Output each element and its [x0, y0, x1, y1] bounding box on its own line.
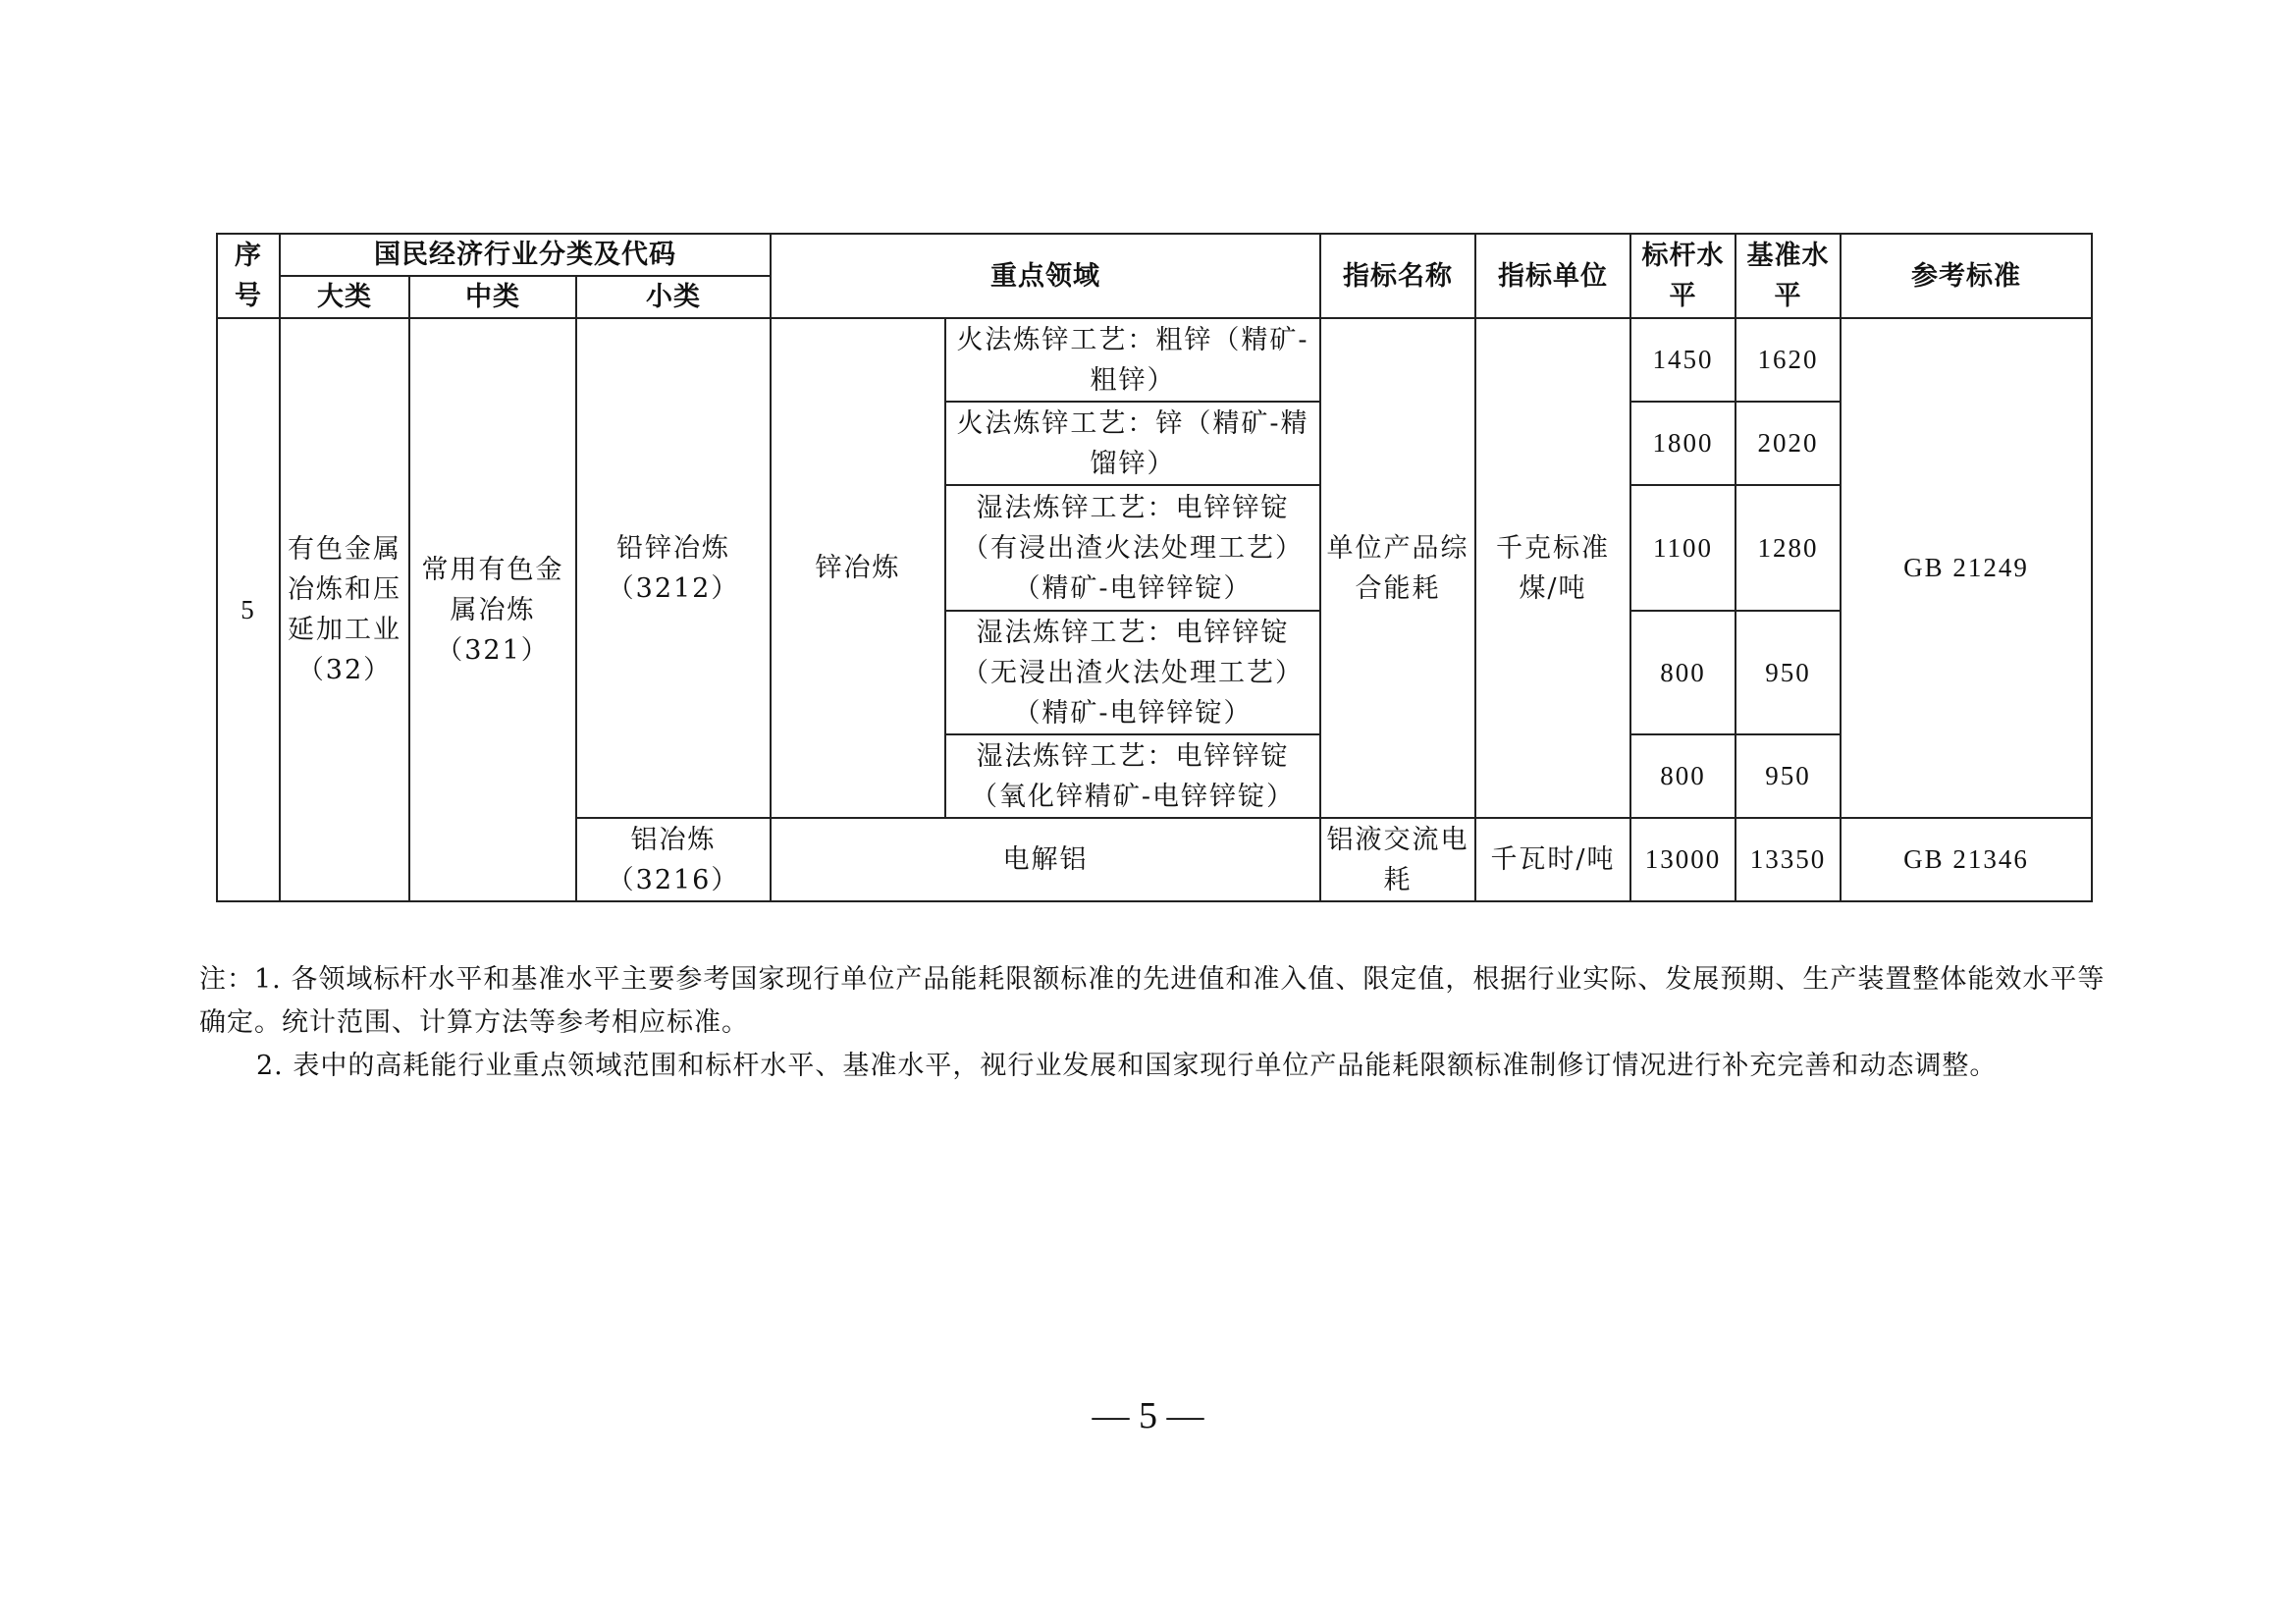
- cell-process: 湿法炼锌工艺：电锌锌锭（有浸出渣火法处理工艺）（精矿-电锌锌锭）: [945, 485, 1320, 611]
- cell-indicator-unit: 千瓦时/吨: [1475, 818, 1630, 901]
- cell-reference: GB 21249: [1841, 318, 2092, 818]
- header-indicator-name: 指标名称: [1320, 234, 1475, 318]
- header-major: 大类: [280, 276, 409, 318]
- cell-baseline: 2020: [1735, 402, 1841, 485]
- cell-field: 锌冶炼: [771, 318, 945, 818]
- cell-baseline: 1280: [1735, 485, 1841, 611]
- cell-process: 火法炼锌工艺：锌（精矿-精馏锌）: [945, 402, 1320, 485]
- cell-benchmark: 800: [1630, 734, 1735, 818]
- cell-indicator-name: 铝液交流电耗: [1320, 818, 1475, 901]
- table-header-row-1: [217, 234, 2092, 276]
- header-minor: 小类: [576, 276, 771, 318]
- cell-baseline: 13350: [1735, 818, 1841, 901]
- cell-process: 湿法炼锌工艺：电锌锌锭（无浸出渣火法处理工艺）（精矿-电锌锌锭）: [945, 611, 1320, 734]
- cell-major-class: 有色金属冶炼和压延加工业（32）: [280, 318, 409, 901]
- note-1: 注：1. 各领域标杆水平和基准水平主要参考国家现行单位产品能耗限额标准的先进值和准入值、限定值，根据行业实际、发展预期、生产装置整体能效水平等确定。统计范围、计算方法等参考相应标准。: [199, 964, 2106, 1038]
- cell-seq: 5: [217, 318, 280, 901]
- note-2: 2. 表中的高耗能行业重点领域范围和标杆水平、基准水平，视行业发展和国家现行单位产品能耗限额标准制修订情况进行补充完善和动态调整。: [256, 1051, 1998, 1081]
- cell-reference: GB 21346: [1841, 818, 2092, 901]
- header-indicator-unit: 指标单位: [1475, 234, 1630, 318]
- header-seq: 序号: [217, 234, 280, 318]
- cell-benchmark: 1450: [1630, 318, 1735, 402]
- energy-benchmark-table: [216, 233, 2093, 902]
- table-row: [217, 318, 2092, 402]
- cell-minor-class: 铝冶炼（3216）: [576, 818, 771, 901]
- page-number: — 5 —: [1092, 1395, 1204, 1436]
- header-reference: 参考标准: [1841, 234, 2092, 318]
- cell-process: 湿法炼锌工艺：电锌锌锭（氧化锌精矿-电锌锌锭）: [945, 734, 1320, 818]
- cell-baseline: 950: [1735, 734, 1841, 818]
- cell-benchmark: 1100: [1630, 485, 1735, 611]
- cell-middle-class: 常用有色金属冶炼（321）: [409, 318, 576, 901]
- cell-baseline: 950: [1735, 611, 1841, 734]
- header-baseline: 基准水平: [1735, 234, 1841, 318]
- cell-benchmark: 800: [1630, 611, 1735, 734]
- cell-process: 火法炼锌工艺：粗锌（精矿-粗锌）: [945, 318, 1320, 402]
- header-benchmark: 标杆水平: [1630, 234, 1735, 318]
- table-notes: [199, 958, 2123, 1088]
- cell-indicator-unit: 千克标准煤/吨: [1475, 318, 1630, 818]
- cell-benchmark: 13000: [1630, 818, 1735, 901]
- header-key-field: 重点领域: [771, 234, 1320, 318]
- cell-minor-class: 铅锌冶炼（3212）: [576, 318, 771, 818]
- cell-benchmark: 1800: [1630, 402, 1735, 485]
- cell-field: 电解铝: [771, 818, 1320, 901]
- cell-baseline: 1620: [1735, 318, 1841, 402]
- cell-indicator-name: 单位产品综合能耗: [1320, 318, 1475, 818]
- header-industry-group: 国民经济行业分类及代码: [280, 234, 771, 276]
- header-middle: 中类: [409, 276, 576, 318]
